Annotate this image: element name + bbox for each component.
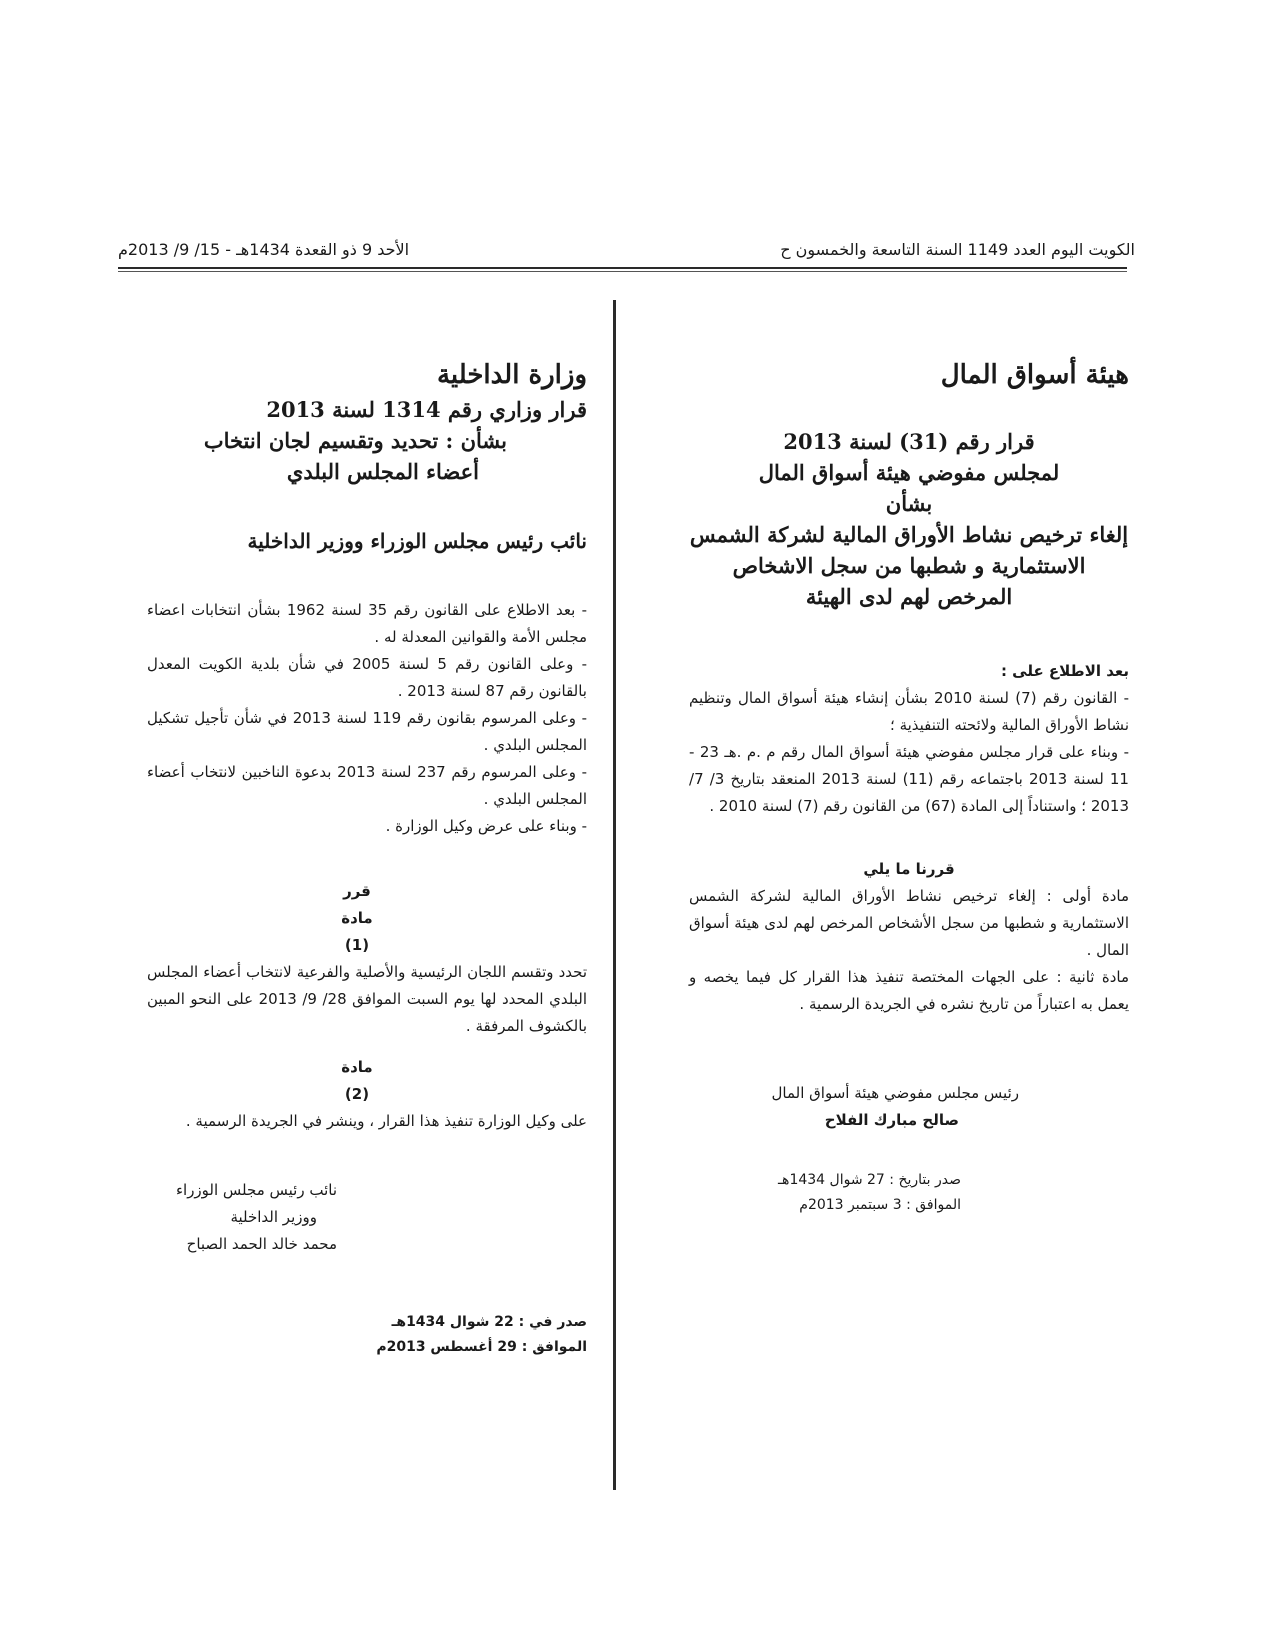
cma-article-2: مادة ثانية : على الجهات المختصة تنفيذ هذا القرار كل فيما يخصه و يعمل به اعتباراً من تاريخ نشره في الجريدة الرسمية . [689, 968, 1129, 1013]
moi-preamble [147, 597, 587, 840]
cma-preamble [689, 658, 1129, 820]
cma-title-line: الاستثمارية و شطبها من سجل الاشخاص [732, 553, 1086, 578]
cma-org-title: هيئة أسواق المال [940, 360, 1129, 390]
moi-preamble-item: - بعد الاطلاع على القانون رقم 35 لسنة 1962 بشأن انتخابات اعضاء مجلس الأمة والقوانين المعدلة له . [147, 601, 587, 646]
running-header-issue: الكويت اليوم العدد 1149 السنة التاسعة والخمسون ح [780, 240, 1135, 259]
moi-article-2: على وكيل الوزارة تنفيذ هذا القرار ، وينشر في الجريدة الرسمية . [185, 1112, 587, 1130]
header-rule [118, 267, 1127, 269]
cma-decision-column [689, 360, 1129, 1218]
header-rule-thin [118, 271, 1127, 272]
cma-title-line: المرخص لهم لدى الهيئة [805, 584, 1013, 609]
cma-title-line: إلغاء ترخيص نشاط الأوراق المالية لشركة الشمس [689, 522, 1129, 547]
cma-signature-title: رئيس مجلس مفوضي هيئة أسواق المال [771, 1084, 1019, 1102]
moi-decision-title [147, 394, 587, 487]
moi-corresponding: الموافق : 29 أغسطس 2013م [376, 1339, 587, 1355]
moi-signature-line: محمد خالد الحمد الصباح [186, 1235, 337, 1253]
cma-title-line: لمجلس مفوضي هيئة أسواق المال [758, 460, 1060, 485]
cma-issue-date [689, 1168, 961, 1218]
moi-signature-line: ووزير الداخلية [230, 1208, 317, 1226]
moi-preamble-item: - وبناء على عرض وكيل الوزارة . [385, 817, 587, 835]
cma-decided-label: قررنا ما يلي [863, 860, 955, 878]
cma-signature [689, 1080, 1019, 1134]
moi-article-2-block [327, 1054, 387, 1108]
cma-title-line: قرار رقم (31) لسنة 2013 [783, 429, 1035, 454]
column-divider [613, 300, 616, 1490]
cma-title-line: بشأن [885, 491, 933, 516]
cma-decision-title [689, 426, 1129, 612]
running-header-date: الأحد 9 ذو القعدة 1434هـ - 15/ 9/ 2013م [118, 240, 410, 259]
moi-preamble-item: - وعلى المرسوم بقانون رقم 119 لسنة 2013 في شأن تأجيل تشكيل المجلس البلدي . [147, 709, 588, 754]
moi-decided-label: قرر [343, 882, 371, 900]
cma-preamble-item: - القانون رقم (7) لسنة 2010 بشأن إنشاء هيئة أسواق المال وتنظيم نشاط الأوراق المالية ولائحته التنفيذية ؛ [689, 689, 1129, 734]
moi-org-title: وزارة الداخلية [436, 360, 587, 390]
moi-article-2-label: مادة (2) [341, 1058, 373, 1103]
moi-article-1-label: مادة (1) [341, 909, 373, 954]
moi-title-line: أعضاء المجلس البلدي [286, 459, 479, 484]
moi-signature [147, 1177, 337, 1258]
cma-articles [689, 856, 1129, 1018]
moi-preamble-item: - وعلى المرسوم رقم 237 لسنة 2013 بدعوة الناخبين لانتخاب أعضاء المجلس البلدي . [147, 763, 587, 808]
moi-preamble-item: - وعلى القانون رقم 5 لسنة 2005 في شأن بلدية الكويت المعدل بالقانون رقم 87 لسنة 2013 . [147, 655, 587, 700]
moi-title-line: قرار وزاري رقم 1314 لسنة 2013 [266, 397, 587, 422]
moi-decision-column [147, 360, 587, 1360]
cma-preamble-item: - وبناء على قرار مجلس مفوضي هيئة أسواق المال رقم م .م .هـ 23 - 11 لسنة 2013 باجتماعه رقم (11) لسنة 2013 المنعقد بتاريخ 3/ 7/ 2013 ؛ واستناداً إلى المادة (67) من القانون رقم (7) لسنة 2010 . [689, 743, 1129, 815]
moi-issue-date [147, 1310, 587, 1360]
cma-corresponding: الموافق : 3 سبتمبر 2013م [799, 1197, 961, 1213]
cma-preamble-label: بعد الاطلاع على : [1000, 662, 1129, 680]
moi-issuer: نائب رئيس مجلس الوزراء ووزير الداخلية [247, 529, 587, 553]
moi-title-line: بشأن : تحديد وتقسيم لجان انتخاب [203, 428, 507, 453]
moi-decided-block [327, 878, 387, 959]
cma-issued: صدر بتاريخ : 27 شوال 1434هـ [777, 1172, 961, 1188]
moi-signature-line: نائب رئيس مجلس الوزراء [175, 1181, 337, 1199]
moi-issued: صدر في : 22 شوال 1434هـ [391, 1314, 587, 1330]
moi-article-1: تحدد وتقسم اللجان الرئيسية والأصلية والفرعية لانتخاب أعضاء المجلس البلدي المحدد لها يوم السبت الموافق 28/ 9/ 2013 على النحو المبين بالكشوف المرفقة . [147, 963, 587, 1035]
cma-article-1: مادة أولى : إلغاء ترخيص نشاط الأوراق المالية لشركة الشمس الاستثمارية و شطبها من سجل الأشخاص المرخص لهم لدى هيئة أسواق المال . [689, 887, 1129, 959]
cma-signature-name: صالح مبارك الفلاح [824, 1111, 959, 1129]
